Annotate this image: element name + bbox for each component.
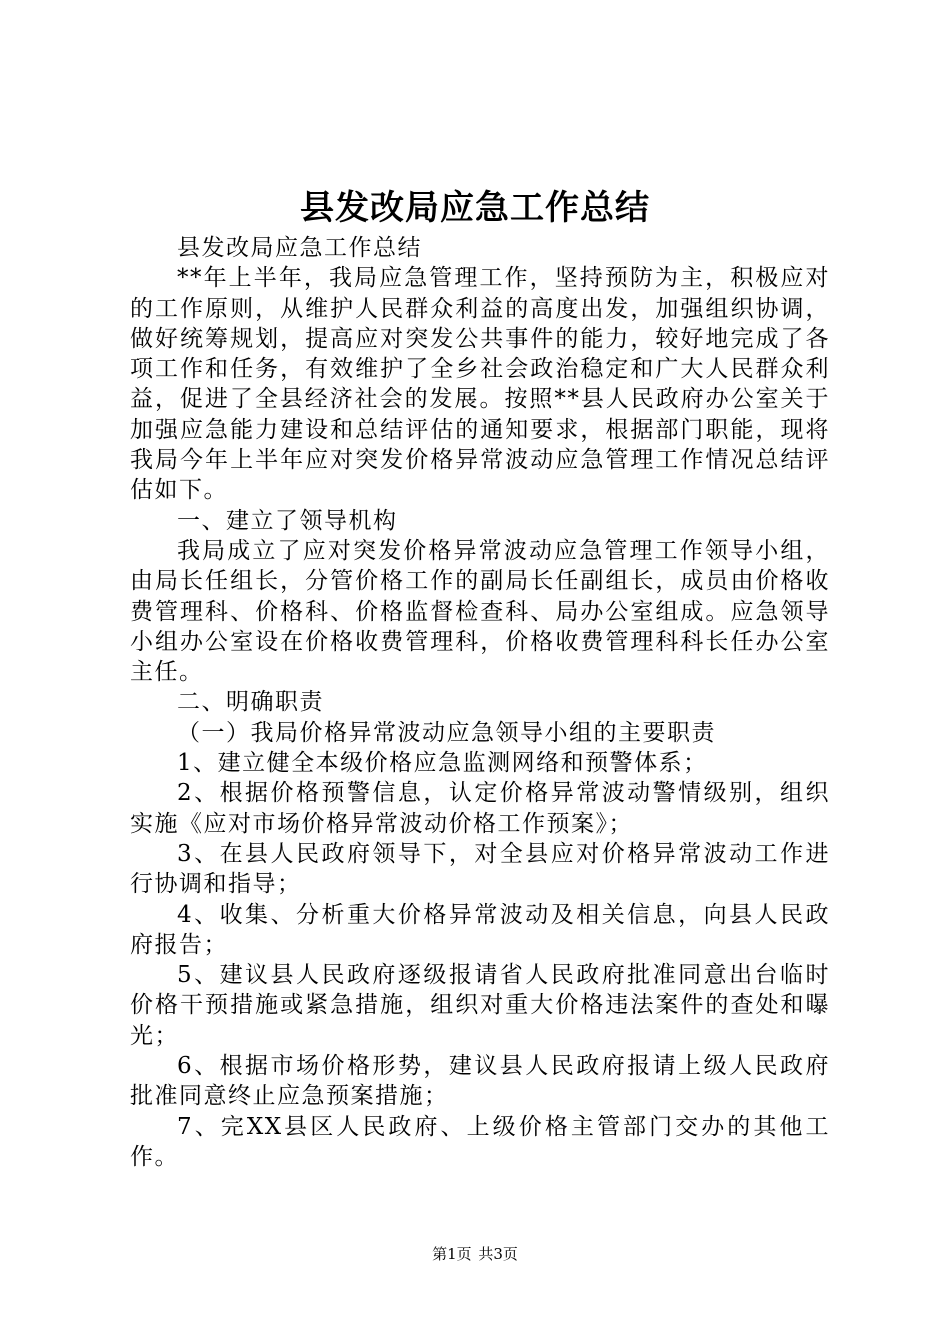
list-item-7: 7、完XX县区人民政府、上级价格主管部门交办的其他工作。: [130, 1113, 830, 1170]
document-title: 县发改局应急工作总结: [300, 188, 650, 228]
section-heading-2: 二、明确职责: [177, 689, 324, 716]
list-item-4: 4、收集、分析重大价格异常波动及相关信息，向县人民政府报告；: [130, 901, 830, 958]
list-item-3: 3、在县人民政府领导下，对全县应对价格异常波动工作进行协调和指导；: [130, 840, 830, 898]
page-footer: 第1页 共3页: [432, 1245, 518, 1263]
intro-paragraph: **年上半年，我局应急管理工作，坚持预防为主，积极应对的工作原则，从维护人民群众利益的高度出发，加强组织协调，做好统筹规划，提高应对突发公共事件的能力，较好地完成了各项工作和任务，有效维护了全乡社会政治稳定和广大人民群众利益，促进了全县经济社会的发展。按照**县人民政府办公室关于加强应急能力建设和总结评估的通知要求，根据部门职能，现将我局今年上半年应对突发价格异常波动应急管理工作情况总结评估如下。: [130, 265, 830, 504]
list-item-5: 5、建议县人民政府逐级报请省人民政府批准同意出台临时价格干预措施或紧急措施，组织对重大价格违法案件的查处和曝光；: [130, 962, 830, 1049]
document-body: [130, 233, 830, 1172]
subtitle-paragraph: 县发改局应急工作总结: [177, 235, 422, 261]
section-heading-1: 一、建立了领导机构: [177, 507, 398, 534]
list-item-2: 2、根据价格预警信息，认定价格异常波动警情级别，组织实施《应对市场价格异常波动价格工作预案》；: [130, 780, 830, 837]
list-item-1: 1、建立健全本级价格应急监测网络和预警体系；: [177, 750, 708, 777]
subsection-heading: （一）我局价格异常波动应急领导小组的主要职责: [177, 719, 716, 746]
section-1-paragraph: 我局成立了应对突发价格异常波动应急管理工作领导小组，由局长任组长，分管价格工作的副局长任副组长，成员由价格收费管理科、价格科、价格监督检查科、局办公室组成。应急领导小组办公室设在价格收费管理科，价格收费管理科科长任办公室主任。: [130, 537, 830, 686]
list-item-6: 6、根据市场价格形势，建议县人民政府报请上级人民政府批准同意终止应急预案措施；: [130, 1053, 830, 1110]
